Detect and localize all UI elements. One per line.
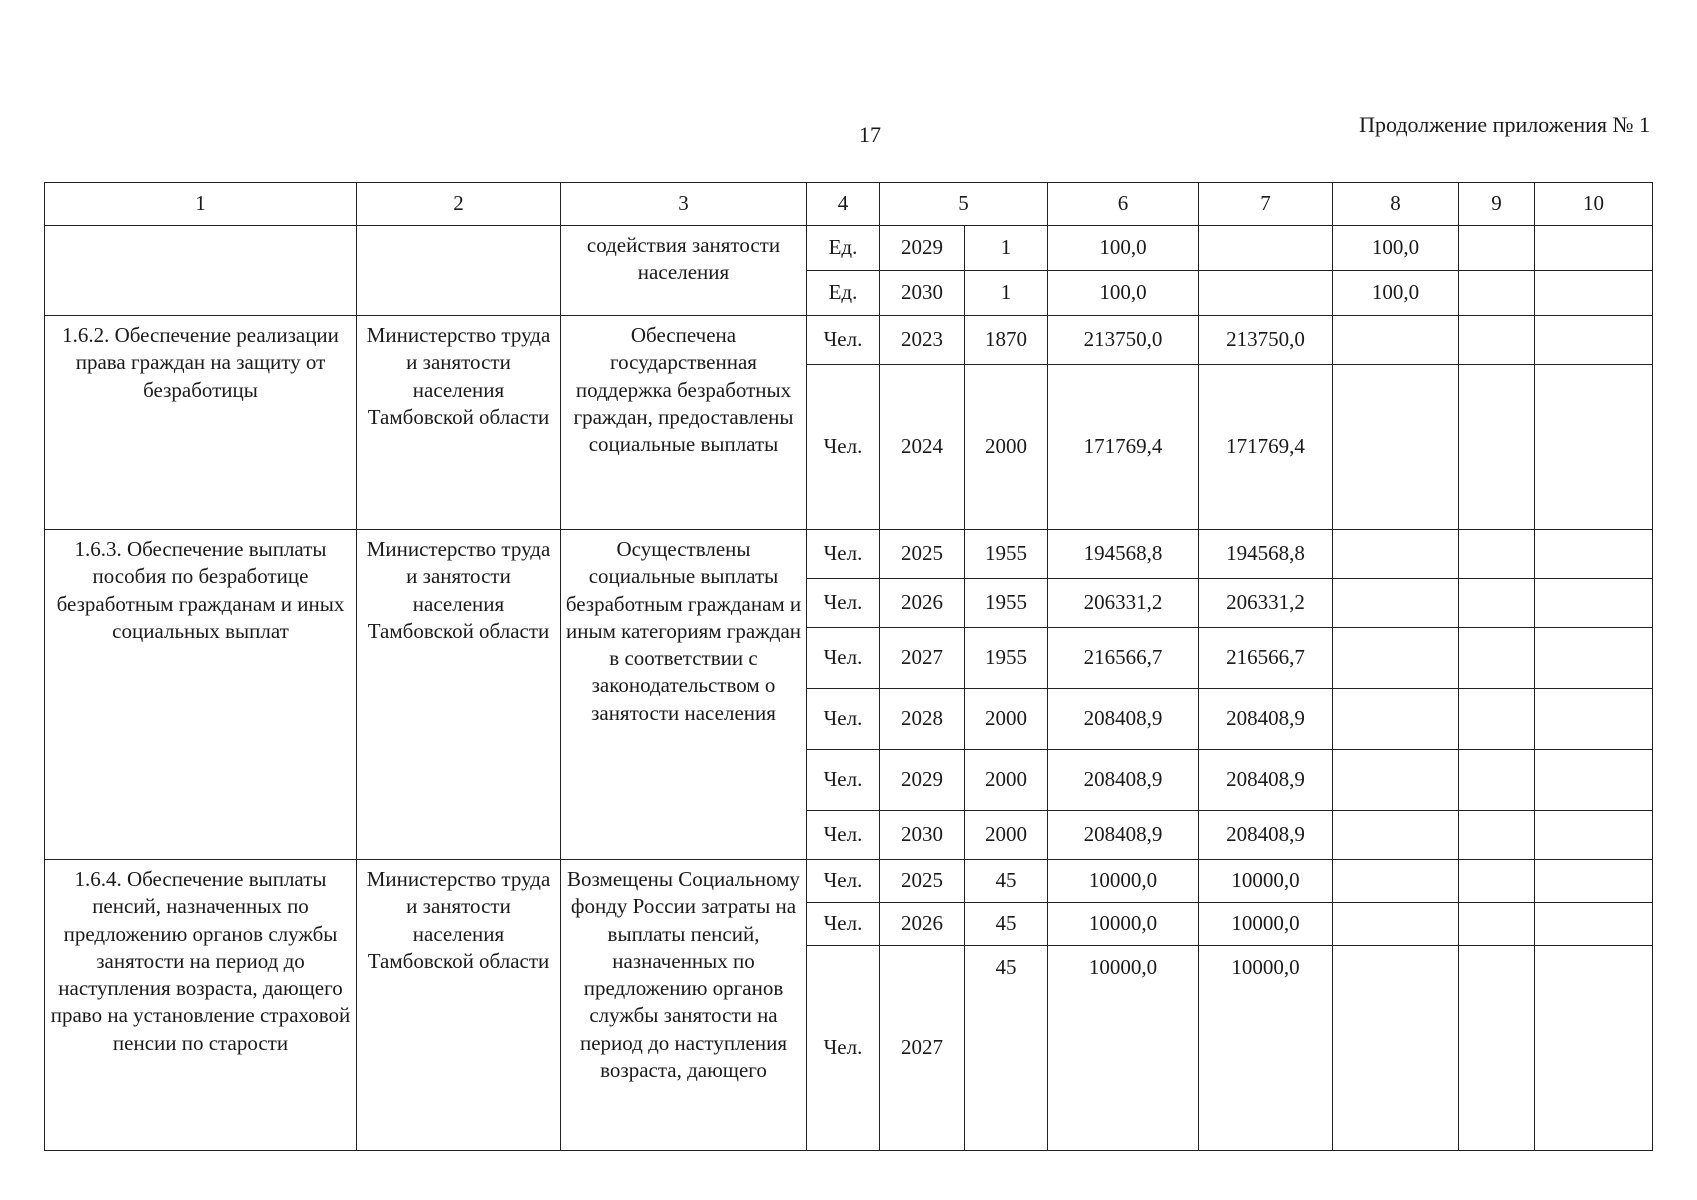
amount-cell xyxy=(1535,811,1653,860)
amount-cell xyxy=(1459,903,1535,946)
event-name-cell: 1.6.3. Обеспечение выплаты пособия по безработице безработным гражданам и иных социальных выплат xyxy=(45,530,357,860)
result-cell: Осуществлены социальные выплаты безработным гражданам и иным категориям граждан в соответствии с законодательством о занятости населения xyxy=(561,530,807,860)
amount-cell xyxy=(1459,946,1535,1151)
amount-cell: 208408,9 xyxy=(1199,811,1333,860)
year-cell: 2025 xyxy=(880,530,965,579)
column-number: 6 xyxy=(1048,183,1199,226)
amount-cell xyxy=(1535,365,1653,530)
amount-cell: 10000,0 xyxy=(1199,946,1333,1151)
year-cell: 2030 xyxy=(880,811,965,860)
event-name-cell: 1.6.2. Обеспечение реализации права граждан на защиту от безработицы xyxy=(45,316,357,530)
amount-cell xyxy=(1459,365,1535,530)
quantity-cell: 1 xyxy=(965,271,1048,316)
appendix-table xyxy=(44,182,1653,1151)
result-cell: содействия занятости населения xyxy=(561,226,807,316)
amount-cell: 10000,0 xyxy=(1048,946,1199,1151)
amount-cell xyxy=(1459,860,1535,903)
table-row xyxy=(45,530,1653,579)
year-cell: 2027 xyxy=(880,628,965,689)
amount-cell: 171769,4 xyxy=(1048,365,1199,530)
amount-cell xyxy=(1333,903,1459,946)
amount-cell: 208408,9 xyxy=(1048,811,1199,860)
year-cell: 2030 xyxy=(880,271,965,316)
column-number: 2 xyxy=(357,183,561,226)
quantity-cell: 45 xyxy=(965,946,1048,1151)
amount-cell xyxy=(1535,530,1653,579)
quantity-cell: 2000 xyxy=(965,689,1048,750)
column-number: 8 xyxy=(1333,183,1459,226)
amount-cell: 216566,7 xyxy=(1048,628,1199,689)
executor-cell: Министерство труда и занятости населения Тамбовской области xyxy=(357,316,561,530)
amount-cell: 208408,9 xyxy=(1048,689,1199,750)
page-number: 17 xyxy=(859,122,881,147)
amount-cell xyxy=(1535,226,1653,271)
appendix-continuation-note: Продолжение приложения № 1 xyxy=(1359,112,1650,137)
year-cell: 2023 xyxy=(880,316,965,365)
amount-cell xyxy=(1333,530,1459,579)
amount-cell xyxy=(1459,271,1535,316)
amount-cell xyxy=(1459,530,1535,579)
amount-cell: 194568,8 xyxy=(1048,530,1199,579)
amount-cell: 208408,9 xyxy=(1048,750,1199,811)
result-cell: Возмещены Социальному фонду России затраты на выплаты пенсий, назначенных по предложению органов службы занятости на период до наступления возраста, дающего xyxy=(561,860,807,1151)
event-name-cell: 1.6.4. Обеспечение выплаты пенсий, назначенных по предложению органов службы занятости на период до наступления возраста, дающего право на установление страховой пенсии по старости xyxy=(45,860,357,1151)
executor-cell xyxy=(357,226,561,316)
amount-cell xyxy=(1199,271,1333,316)
amount-cell: 171769,4 xyxy=(1199,365,1333,530)
amount-cell xyxy=(1535,860,1653,903)
amount-cell: 10000,0 xyxy=(1048,860,1199,903)
amount-cell: 216566,7 xyxy=(1199,628,1333,689)
unit-cell: Чел. xyxy=(807,316,880,365)
amount-cell: 206331,2 xyxy=(1048,579,1199,628)
executor-cell: Министерство труда и занятости населения Тамбовской области xyxy=(357,530,561,860)
unit-cell: Чел. xyxy=(807,530,880,579)
amount-cell xyxy=(1535,271,1653,316)
result-cell: Обеспечена государственная поддержка безработных граждан, предоставлены социальные выплаты xyxy=(561,316,807,530)
quantity-cell: 1 xyxy=(965,226,1048,271)
unit-cell: Чел. xyxy=(807,903,880,946)
unit-cell: Ед. xyxy=(807,226,880,271)
column-number-row xyxy=(45,183,1653,226)
quantity-cell: 1955 xyxy=(965,530,1048,579)
amount-cell xyxy=(1333,316,1459,365)
amount-cell xyxy=(1535,579,1653,628)
amount-cell xyxy=(1535,903,1653,946)
amount-cell xyxy=(1459,628,1535,689)
amount-cell xyxy=(1333,860,1459,903)
amount-cell: 10000,0 xyxy=(1199,903,1333,946)
amount-cell xyxy=(1535,316,1653,365)
year-cell: 2029 xyxy=(880,226,965,271)
table-row xyxy=(45,226,1653,271)
amount-cell xyxy=(1459,750,1535,811)
amount-cell: 206331,2 xyxy=(1199,579,1333,628)
amount-cell xyxy=(1333,628,1459,689)
amount-cell xyxy=(1535,946,1653,1151)
quantity-cell: 1955 xyxy=(965,628,1048,689)
column-number: 3 xyxy=(561,183,807,226)
amount-cell: 100,0 xyxy=(1048,271,1199,316)
event-name-cell xyxy=(45,226,357,316)
amount-cell: 100,0 xyxy=(1333,271,1459,316)
amount-cell xyxy=(1459,316,1535,365)
table-row xyxy=(45,316,1653,365)
amount-cell: 213750,0 xyxy=(1048,316,1199,365)
amount-cell: 213750,0 xyxy=(1199,316,1333,365)
amount-cell: 10000,0 xyxy=(1199,860,1333,903)
year-cell: 2028 xyxy=(880,689,965,750)
amount-cell xyxy=(1459,811,1535,860)
quantity-cell: 2000 xyxy=(965,750,1048,811)
unit-cell: Ед. xyxy=(807,271,880,316)
column-number: 10 xyxy=(1535,183,1653,226)
quantity-cell: 45 xyxy=(965,860,1048,903)
unit-cell: Чел. xyxy=(807,811,880,860)
column-number: 9 xyxy=(1459,183,1535,226)
amount-cell: 194568,8 xyxy=(1199,530,1333,579)
quantity-cell: 45 xyxy=(965,903,1048,946)
amount-cell xyxy=(1333,811,1459,860)
amount-cell: 208408,9 xyxy=(1199,689,1333,750)
year-cell: 2026 xyxy=(880,579,965,628)
unit-cell: Чел. xyxy=(807,579,880,628)
column-number: 4 xyxy=(807,183,880,226)
unit-cell: Чел. xyxy=(807,946,880,1151)
column-number: 5 xyxy=(880,183,1048,226)
quantity-cell: 1870 xyxy=(965,316,1048,365)
year-cell: 2025 xyxy=(880,860,965,903)
amount-cell: 100,0 xyxy=(1048,226,1199,271)
amount-cell: 100,0 xyxy=(1333,226,1459,271)
amount-cell xyxy=(1333,750,1459,811)
column-number: 1 xyxy=(45,183,357,226)
amount-cell xyxy=(1199,226,1333,271)
unit-cell: Чел. xyxy=(807,860,880,903)
amount-cell xyxy=(1333,946,1459,1151)
year-cell: 2027 xyxy=(880,946,965,1151)
quantity-cell: 1955 xyxy=(965,579,1048,628)
unit-cell: Чел. xyxy=(807,689,880,750)
amount-cell: 10000,0 xyxy=(1048,903,1199,946)
amount-cell xyxy=(1333,689,1459,750)
amount-cell: 208408,9 xyxy=(1199,750,1333,811)
year-cell: 2024 xyxy=(880,365,965,530)
amount-cell xyxy=(1459,689,1535,750)
table-row xyxy=(45,860,1653,903)
amount-cell xyxy=(1333,579,1459,628)
year-cell: 2026 xyxy=(880,903,965,946)
unit-cell: Чел. xyxy=(807,750,880,811)
column-number: 7 xyxy=(1199,183,1333,226)
amount-cell xyxy=(1535,689,1653,750)
amount-cell xyxy=(1535,750,1653,811)
executor-cell: Министерство труда и занятости населения Тамбовской области xyxy=(357,860,561,1151)
quantity-cell: 2000 xyxy=(965,365,1048,530)
unit-cell: Чел. xyxy=(807,628,880,689)
amount-cell xyxy=(1459,579,1535,628)
year-cell: 2029 xyxy=(880,750,965,811)
amount-cell xyxy=(1333,365,1459,530)
amount-cell xyxy=(1535,628,1653,689)
quantity-cell: 2000 xyxy=(965,811,1048,860)
unit-cell: Чел. xyxy=(807,365,880,530)
amount-cell xyxy=(1459,226,1535,271)
